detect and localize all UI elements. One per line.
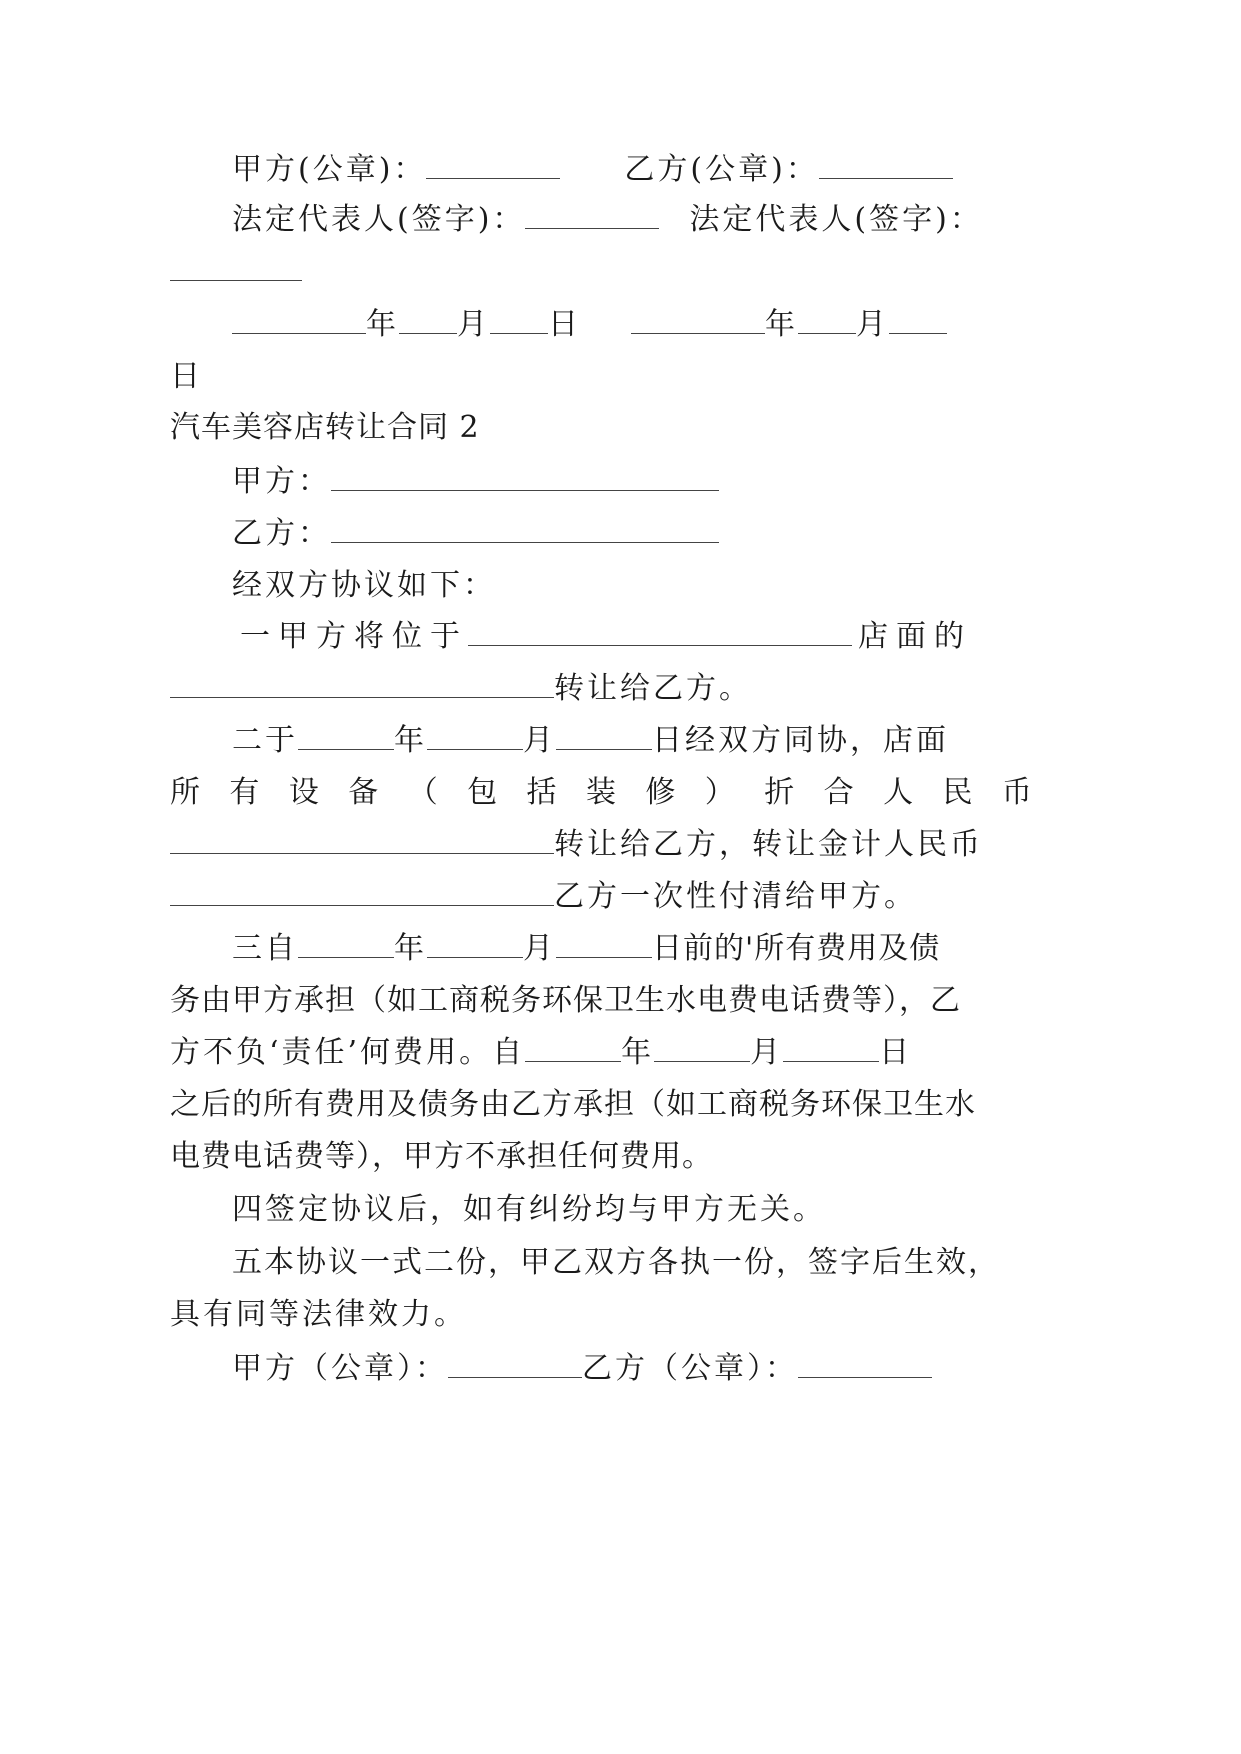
clause3-day-suffix: 日前的'所有费用及债 [652, 931, 941, 966]
date-b-month-blank [798, 305, 856, 334]
clause2-year-label: 年 [394, 723, 427, 758]
clause2-char: （ [407, 775, 438, 810]
clause3-month2-blank [654, 1033, 750, 1062]
party-b-blank [331, 514, 719, 543]
clause1-location-blank [468, 617, 852, 646]
clause1-store-blank [170, 669, 554, 698]
legal-rep-b-blank [170, 252, 302, 281]
clause2-char: 包 [467, 775, 498, 810]
clause2-month-label: 月 [523, 723, 556, 758]
clause2-char: 人 [883, 775, 914, 810]
clause2-amount-blank [170, 825, 554, 854]
clause3-day-blank [556, 929, 652, 958]
clause2-transfer-fee-text: 转让给乙方，转让金计人民币 [554, 827, 983, 862]
bottom-party-b-seal-blank [798, 1349, 932, 1378]
clause2-char: 修 [645, 775, 676, 810]
bottom-party-b-seal-label: 乙方（公章）： [582, 1351, 798, 1386]
clause3-month-blank [427, 929, 523, 958]
clause2-payment-text: 乙方一次性付清给甲方。 [554, 879, 917, 914]
date-a-day-blank [490, 305, 548, 334]
legal-rep-row [232, 200, 983, 240]
bottom-seal-row [232, 1349, 932, 1389]
clause1-line1 [240, 617, 972, 657]
party-a-label: 甲方： [232, 464, 331, 499]
clause2-char: 设 [288, 775, 319, 810]
clause2-line1 [232, 721, 949, 761]
clause2-line2 [170, 773, 1032, 813]
party-a-seal-blank [426, 150, 560, 179]
date-a-year-label: 年 [366, 307, 399, 342]
clause1-transfer-text: 转让给乙方。 [554, 671, 752, 706]
clause2-line4 [170, 877, 917, 917]
party-a-row [232, 462, 719, 502]
clause3-year2-blank [525, 1033, 621, 1062]
clause5-line2: 具有同等法律效力。 [170, 1297, 467, 1332]
clause2-char: 合 [823, 775, 854, 810]
date-b-day-label: 日 [170, 359, 203, 394]
clause3-month2-label: 月 [750, 1035, 784, 1070]
top-seal-row [232, 150, 953, 190]
date-a-month-blank [399, 305, 457, 334]
party-a-blank [331, 462, 719, 491]
bottom-party-a-seal-label: 甲方（公章）： [232, 1351, 448, 1386]
clause2-char: 所 [170, 775, 200, 810]
clause2-total-blank [170, 877, 554, 906]
party-b-label: 乙方： [232, 516, 331, 551]
date-a-year-blank [232, 305, 366, 334]
clause2-char: 括 [526, 775, 557, 810]
clause2-line3 [170, 825, 983, 865]
date-b-month-label: 月 [856, 307, 889, 342]
party-b-seal-blank [819, 150, 953, 179]
date-row [232, 305, 947, 345]
clause2-day-blank [556, 721, 652, 750]
clause3-prefix: 三自 [232, 931, 298, 966]
clause2-char: 折 [764, 775, 795, 810]
clause3-line4: 之后的所有费用及债务由乙方承担（如工商税务环保卫生水 [170, 1087, 976, 1122]
clause2-char: 币 [1001, 775, 1032, 810]
clause3-day2-label: 日 [879, 1035, 913, 1070]
contract-title: 汽车美容店转让合同 2 [170, 410, 480, 445]
date-b-day-row [170, 357, 203, 397]
clause4: 四签定协议后，如有纠纷均与甲方无关。 [232, 1192, 826, 1227]
party-b-row [232, 514, 719, 554]
legal-rep-a-blank [525, 200, 659, 229]
legal-rep-b-blank-row [170, 252, 302, 292]
date-b-year-blank [631, 305, 765, 334]
clause3-line1 [232, 929, 940, 969]
clause2-year-blank [298, 721, 394, 750]
clause2-char: 装 [585, 775, 616, 810]
clause3-line3-prefix: 方不负‘责任’何费用。自 [170, 1035, 526, 1070]
clause2-prefix: 二于 [232, 723, 298, 758]
clause2-char: 备 [348, 775, 379, 810]
clause2-char: 民 [942, 775, 973, 810]
clause1-prefix: 一甲方将位于 [240, 619, 468, 654]
clause2-day-suffix: 日经双方同协，店面 [652, 723, 949, 758]
clause3-day2-blank [783, 1033, 879, 1062]
clause1-line2 [170, 669, 752, 709]
agreement-intro: 经双方协议如下： [232, 568, 496, 603]
clause2-char: ） [704, 775, 735, 810]
legal-rep-b-label: 法定代表人(签字)： [689, 202, 983, 237]
date-a-month-label: 月 [457, 307, 490, 342]
clause3-year-label: 年 [394, 931, 427, 966]
clause2-month-blank [427, 721, 523, 750]
party-b-seal-label: 乙方(公章)： [624, 152, 819, 187]
date-b-year-label: 年 [765, 307, 798, 342]
clause3-year-blank [298, 929, 394, 958]
clause3-year2-label: 年 [621, 1035, 655, 1070]
date-b-day-blank [889, 305, 947, 334]
bottom-party-a-seal-blank [448, 1349, 582, 1378]
clause2-char: 有 [229, 775, 260, 810]
legal-rep-a-label: 法定代表人(签字)： [232, 202, 526, 237]
clause3-line2: 务由甲方承担（如工商税务环保卫生水电费电话费等），乙 [170, 983, 961, 1018]
clause3-line3 [170, 1033, 912, 1073]
date-a-day-label: 日 [548, 307, 581, 342]
party-a-seal-label: 甲方(公章)： [232, 152, 427, 187]
clause5-line1: 五本协议一式二份，甲乙双方各执一份，签字后生效， [232, 1245, 1000, 1280]
clause3-line5: 电费电话费等），甲方不承担任何费用。 [170, 1139, 713, 1174]
clause1-suffix: 店面的 [858, 619, 972, 654]
clause3-month-label: 月 [523, 931, 556, 966]
